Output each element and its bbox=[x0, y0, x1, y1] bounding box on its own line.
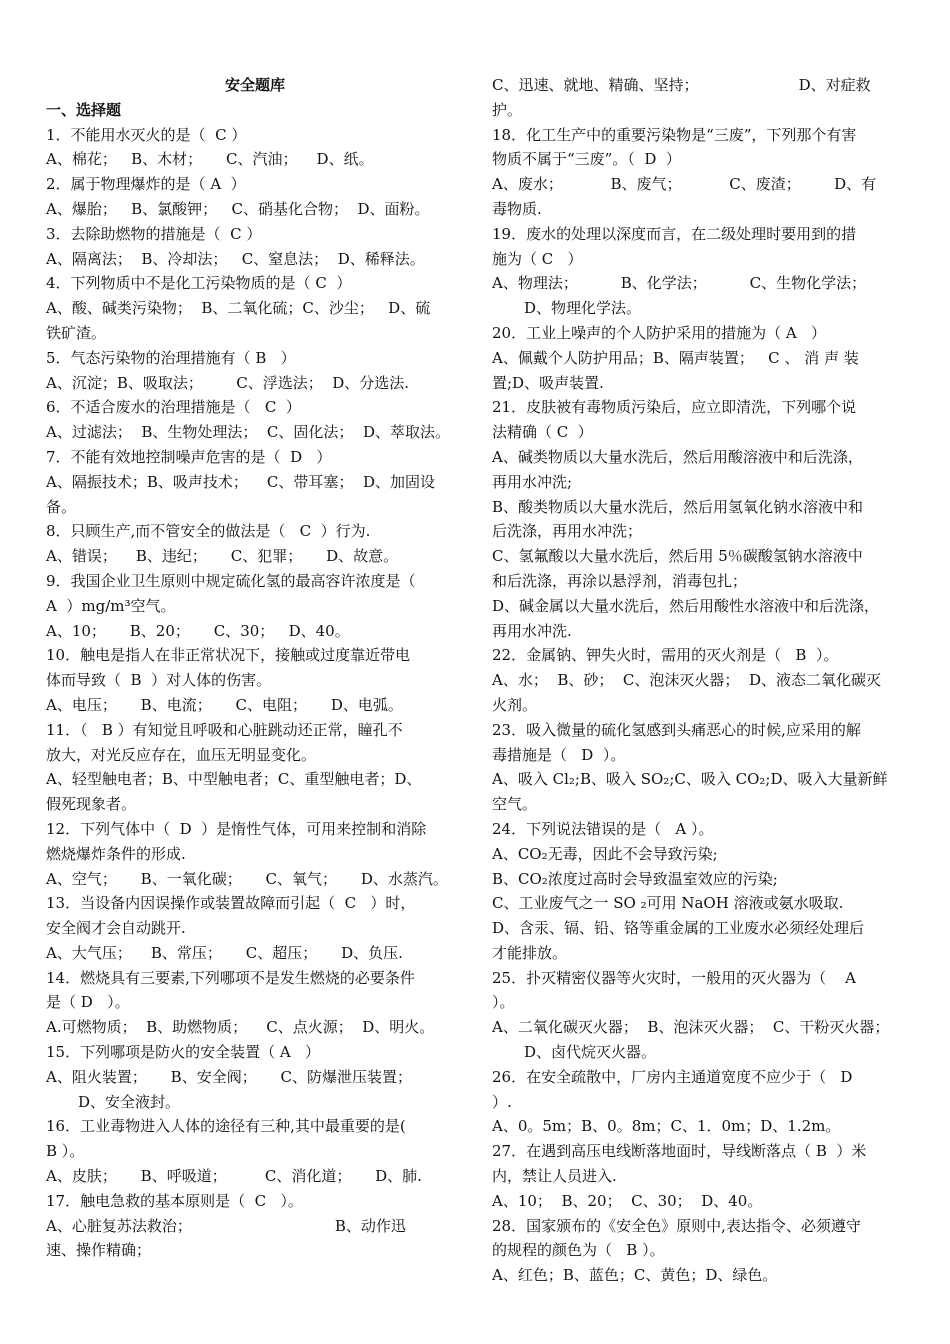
text-line: C、迅速、就地、精确、坚持； D、对症救 bbox=[492, 76, 871, 94]
text-line: D、含汞、镉、铅、铬等重金属的工业废水必须经处理后 bbox=[492, 919, 865, 938]
text-line: A、隔振技术；B、吸声技术； C、带耳塞； D、加固设 bbox=[46, 472, 435, 491]
text-line: D、物理化学法。 bbox=[524, 299, 642, 318]
text-line: A、0。5m；B、0。8m；C、1．0m；D、1.2m。 bbox=[492, 1117, 841, 1136]
text-line: 火剂。 bbox=[492, 695, 538, 714]
text-line: A、棉花； B、木材； C、汽油； D、纸。 bbox=[46, 150, 374, 169]
text-line: A、空气； B、一氧化碳； C、氧气； D、水蒸汽。 bbox=[46, 869, 448, 888]
text-line: 和后洗涤，再涂以悬浮剂，消毒包扎； bbox=[492, 571, 748, 590]
text-line: 26．在安全疏散中，厂房内主通道宽度不应少于（ D bbox=[492, 1067, 853, 1086]
text-line: 7．不能有效地控制噪声危害的是（ D ） bbox=[46, 447, 332, 466]
text-line: 物质不属于“三废”。（ D ） bbox=[492, 150, 681, 169]
text-line: 安全阀才会自动跳开. bbox=[46, 919, 186, 938]
text-line: 3．去除助燃物的措施是（ C ） bbox=[46, 224, 262, 243]
text-line: A、水； B、砂； C、泡沫灭火器； D、液态二氧化碳灭 bbox=[492, 671, 881, 690]
text-line: 16．工业毒物进入人体的途径有三种,其中最重要的是( bbox=[46, 1117, 406, 1136]
text-line: B、CO₂浓度过高时会导致温室效应的污染; bbox=[492, 869, 778, 888]
text-line: 22．金属钠、钾失火时，需用的灭火剂是（ B ）。 bbox=[492, 646, 839, 665]
text-line: 6．不适合废水的治理措施是（ C ） bbox=[46, 398, 301, 417]
text-line: 才能排放。 bbox=[492, 943, 568, 962]
document-title: 安全题库 bbox=[224, 76, 285, 94]
text-line: A、酸、碱类污染物； B、二氧化硫；C、沙尘； D、硫 bbox=[46, 299, 431, 318]
text-line: A、大气压； B、常压； C、超压； D、负压. bbox=[46, 943, 403, 962]
text-line: 毒措施是（ D ）。 bbox=[492, 745, 626, 764]
text-line: A、沉淀；B、吸取法； C、浮选法； D、分选法. bbox=[46, 373, 410, 392]
text-line: 燃烧爆炸条件的形成. bbox=[46, 844, 186, 863]
text-line: A、碱类物质以大量水洗后，然后用酸溶液中和后洗涤， bbox=[492, 447, 863, 466]
text-line: 14．燃烧具有三要素,下列哪项不是发生燃烧的必要条件 bbox=[46, 968, 415, 987]
text-line: B ）。 bbox=[46, 1142, 85, 1161]
text-line: A、10； B、20； C、30； D、40。 bbox=[492, 1191, 763, 1210]
text-line: 再用水冲洗. bbox=[492, 621, 572, 640]
text-line: 速、操作精确； bbox=[46, 1241, 152, 1260]
text-line: 放大，对光反应存在，血压无明显变化。 bbox=[46, 745, 317, 764]
text-line: 置;D、吸声装置. bbox=[492, 373, 604, 392]
text-line: A、心脏复苏法救治； B、动作迅 bbox=[46, 1216, 406, 1235]
text-line: 体而导致（ B ）对人体的伤害。 bbox=[46, 671, 272, 690]
text-line: 是（ D ）。 bbox=[46, 993, 130, 1012]
text-line: 15．下列哪项是防火的安全装置（ A ） bbox=[46, 1043, 320, 1062]
text-line: A、轻型触电者；B、中型触电者；C、重型触电者；D、 bbox=[46, 770, 422, 789]
text-line: A、错误； B、违纪； C、犯罪； D、故意。 bbox=[46, 547, 399, 566]
text-line: A、废水； B、废气； C、废渣； D、有 bbox=[492, 175, 877, 194]
text-line: 5．气态污染物的治理措施有（ B ） bbox=[46, 348, 296, 367]
text-line: 21．皮肤被有毒物质污染后，应立即清洗，下列哪个说 bbox=[492, 398, 857, 417]
text-line: ）. bbox=[492, 1092, 512, 1111]
text-line: 毒物质. bbox=[492, 199, 542, 218]
text-line: A ）mg/m³空气。 bbox=[46, 596, 176, 615]
text-line: A、CO₂无毒，因此不会导致污染; bbox=[492, 844, 718, 863]
text-line: A、物理法； B、化学法； C、生物化学法； bbox=[492, 274, 867, 293]
text-line: B、酸类物质以大量水洗后，然后用氢氧化钠水溶液中和 bbox=[492, 497, 864, 516]
text-line: D、碱金属以大量水洗后，然后用酸性水溶液中和后洗涤， bbox=[492, 596, 880, 615]
right-column bbox=[492, 73, 906, 1288]
text-line: 11．（ B ）有知觉且呼吸和心脏跳动还正常，瞳孔不 bbox=[46, 720, 403, 739]
text-line: 13．当设备内因误操作或装置故障而引起（ C ）时， bbox=[46, 894, 416, 913]
text-line: C、工业废气之一 SO ₂可用 NaOH 溶液或氨水吸取. bbox=[492, 894, 844, 913]
section-heading: 一、选择题 bbox=[46, 100, 122, 119]
text-line: 10．触电是指人在非正常状况下，接触或过度靠近带电 bbox=[46, 646, 411, 665]
text-line: 18．化工生产中的重要污染物是“三废”，下列那个有害 bbox=[492, 125, 857, 144]
text-line: 17．触电急救的基本原则是（ C ）。 bbox=[46, 1191, 303, 1210]
text-line: 护。 bbox=[492, 100, 523, 119]
text-line: A、佩戴个人防护用品；B、隔声装置； C 、 消 声 装 bbox=[492, 348, 859, 367]
text-line: 施为（ C ） bbox=[492, 249, 583, 268]
text-line: 20．工业上噪声的个人防护采用的措施为（ A ） bbox=[492, 323, 826, 342]
text-line: C、氢氟酸以大量水洗后，然后用 5％碳酸氢钠水溶液中 bbox=[492, 547, 863, 566]
text-line: A、吸入 Cl₂;B、吸入 SO₂;C、吸入 CO₂;D、吸入大量新鲜 bbox=[492, 770, 888, 789]
text-line: A.可燃物质； B、助燃物质； C、点火源； D、明火。 bbox=[46, 1018, 435, 1037]
text-line: A、红色；B、蓝色；C、黄色；D、绿色。 bbox=[492, 1266, 778, 1285]
text-line: 9．我国企业卫生原则中规定硫化氢的最高容许浓度是（ bbox=[46, 571, 416, 590]
text-line: 19．废水的处理以深度而言，在二级处理时要用到的措 bbox=[492, 224, 857, 243]
text-line: 4．下列物质中不是化工污染物质的是（ C ） bbox=[46, 274, 352, 293]
text-line: A、爆胎； B、氯酸钾； C、硝基化合物； D、面粉。 bbox=[46, 199, 430, 218]
text-line: 后洗涤，再用水冲洗； bbox=[492, 522, 643, 541]
text-line: 假死现象者。 bbox=[46, 795, 137, 814]
text-line: 25．扑灭精密仪器等火灾时，一般用的灭火器为（ A bbox=[492, 968, 856, 987]
text-line: 法精确（ C ） bbox=[492, 423, 593, 442]
text-line: D、卤代烷灭火器。 bbox=[524, 1043, 657, 1062]
text-line: A、阻火装置； B、安全阀； C、防爆泄压装置； bbox=[46, 1067, 413, 1086]
text-line: 28．国家颁布的《安全色》原则中,表达指令、必须遵守 bbox=[492, 1216, 861, 1235]
text-line: 8．只顾生产,而不管安全的做法是（ C ）行为. bbox=[46, 522, 371, 541]
text-line: 1．不能用水灭火的是（ C ） bbox=[46, 125, 247, 144]
left-column bbox=[46, 73, 464, 1263]
text-line: 12．下列气体中（ D ）是惰性气体，可用来控制和消除 bbox=[46, 819, 427, 838]
left-column-lines bbox=[46, 123, 464, 1264]
text-line: 2．属于物理爆炸的是（ A ） bbox=[46, 175, 246, 194]
text-line: 内，禁让人员进入. bbox=[492, 1167, 617, 1186]
text-line: 空气。 bbox=[492, 795, 538, 814]
text-line: A、二氧化碳灭火器； B、泡沫灭火器； C、干粉灭火器； bbox=[492, 1018, 890, 1037]
text-line: A、隔离法； B、冷却法； C、窒息法； D、稀释法。 bbox=[46, 249, 425, 268]
text-line: 铁矿渣。 bbox=[46, 323, 107, 342]
text-line: 24．下列说法错误的是（ A ）。 bbox=[492, 819, 714, 838]
text-line: A、皮肤； B、呼吸道； C、消化道； D、肺. bbox=[46, 1167, 422, 1186]
text-line: A、过滤法； B、生物处理法； C、固化法； D、萃取法。 bbox=[46, 423, 450, 442]
text-line: 再用水冲洗; bbox=[492, 472, 573, 491]
text-line: 备。 bbox=[46, 497, 77, 516]
text-line: A、电压； B、电流； C、电阻； D、电弧。 bbox=[46, 695, 403, 714]
text-line: A、10； B、20； C、30； D、40。 bbox=[46, 621, 350, 640]
text-line: 27．在遇到高压电线断落地面时，导线断落点（ B ）米 bbox=[492, 1142, 867, 1161]
text-line: 的规程的颜色为（ B ）。 bbox=[492, 1241, 665, 1260]
text-line: 23．吸入微量的硫化氢感到头痛恶心的时候,应采用的解 bbox=[492, 720, 861, 739]
text-line: D、安全液封。 bbox=[78, 1092, 181, 1111]
text-line: ）。 bbox=[492, 993, 515, 1012]
right-column-lines bbox=[492, 73, 906, 1288]
